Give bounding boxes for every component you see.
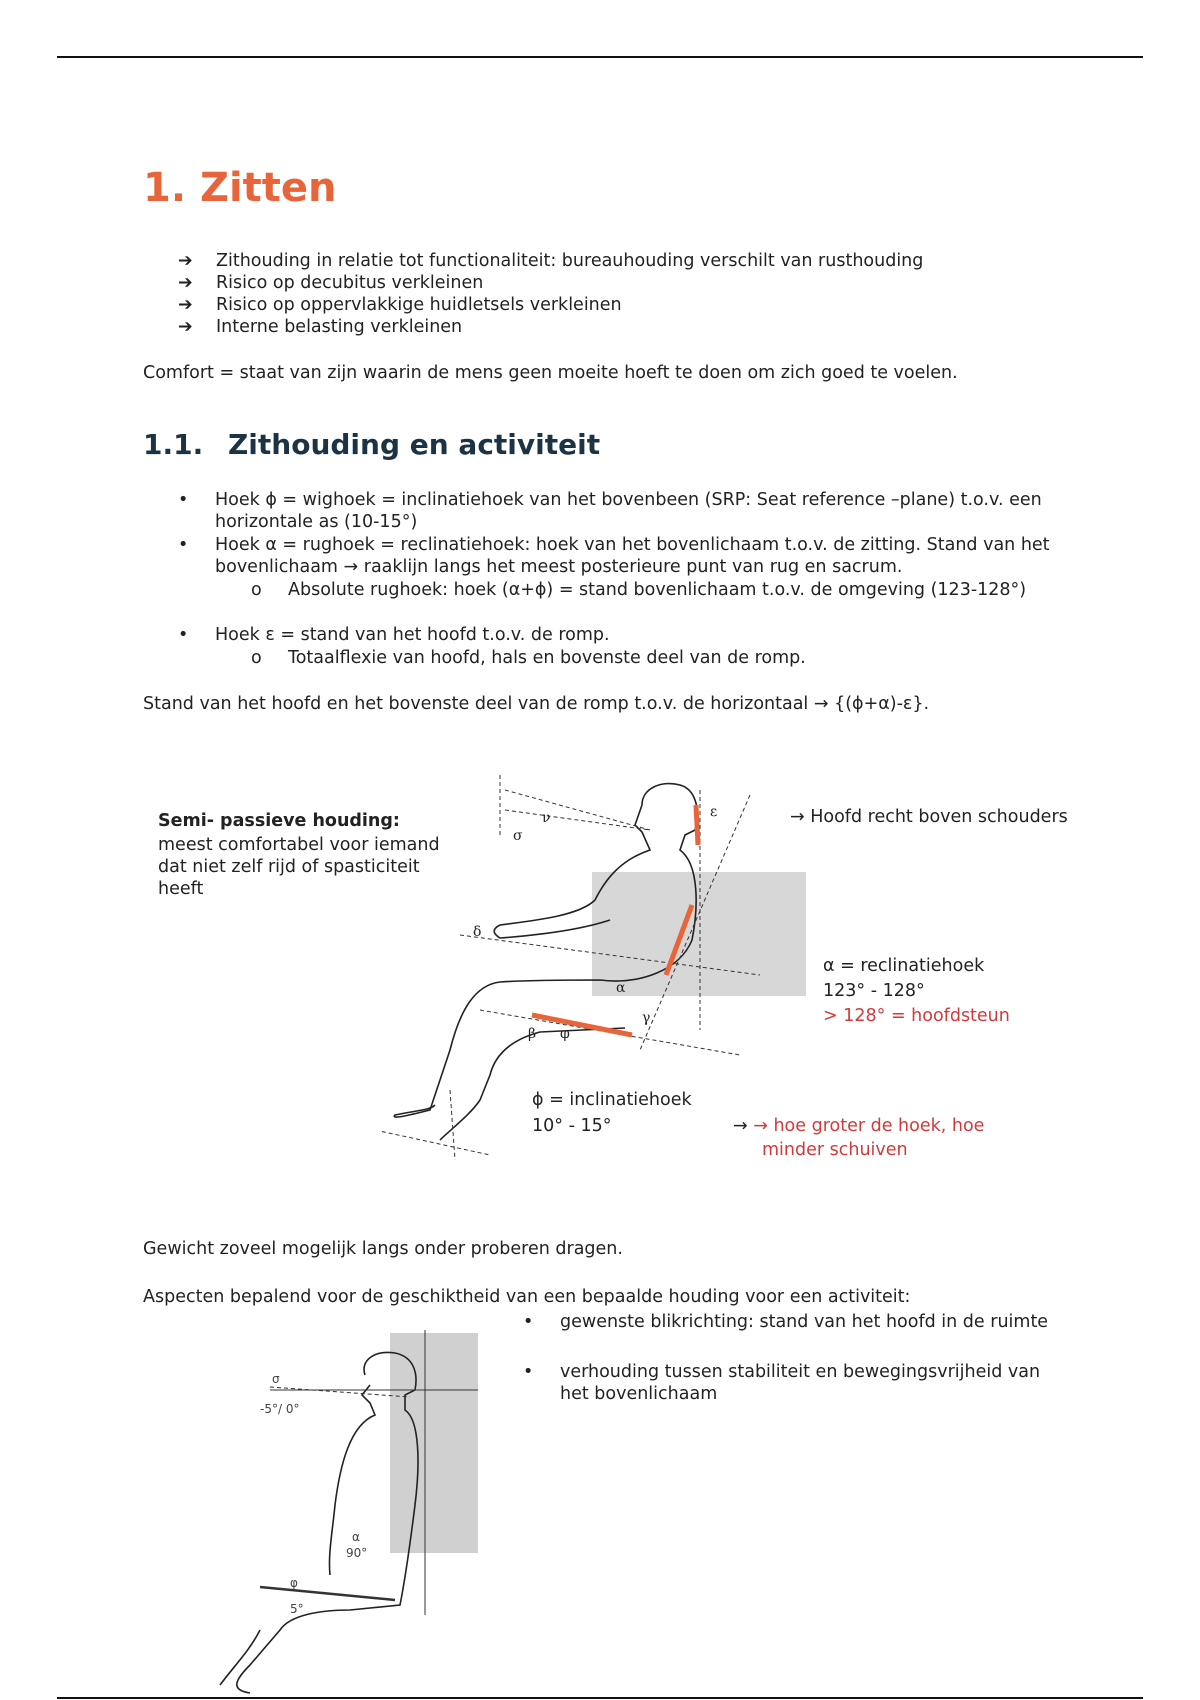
bullet-icon: • bbox=[523, 1362, 534, 1382]
bullet-phi: • Hoek ϕ = wighoek = inclinatiehoek van het bovenbeen (SRP: Seat reference –plane) t.o.v. een horizontale as (10-15°) bbox=[178, 490, 1042, 532]
upright-posture-diagram bbox=[210, 1325, 480, 1697]
sigma-value: -5°/ 0° bbox=[260, 1402, 300, 1416]
beta-label: β bbox=[528, 1026, 537, 1042]
phi-note-line1: → → hoe groter de hoek, hoe bbox=[733, 1116, 985, 1136]
list-item: ➔ Zithouding in relatie tot functionaliteit: bureauhouding verschilt van rusthouding bbox=[178, 251, 924, 271]
sigma-label: σ bbox=[513, 828, 523, 844]
bottom-rule bbox=[57, 1697, 1143, 1699]
bullet-icon: • bbox=[178, 625, 189, 645]
alpha-value: 90° bbox=[346, 1546, 368, 1560]
phi-label: φ bbox=[290, 1576, 298, 1590]
delta-label: δ bbox=[473, 924, 482, 940]
gamma-label: γ bbox=[642, 1010, 651, 1026]
top-rule bbox=[57, 56, 1143, 58]
alpha-definition: α = reclinatiehoek bbox=[823, 956, 985, 976]
bullet-icon: • bbox=[178, 490, 189, 510]
phi-definition: ϕ = inclinatiehoek bbox=[532, 1090, 692, 1110]
stand-formula: Stand van het hoofd en het bovenste deel van de romp t.o.v. de horizontaal → {(ϕ+α)-ε}. bbox=[143, 694, 930, 714]
arrow-icon: ➔ bbox=[178, 317, 193, 337]
arrow-list bbox=[178, 250, 923, 338]
list-item: ➔ Risico op decubitus verkleinen bbox=[178, 273, 484, 293]
subbullet-flexie: o Totaalflexie van hoofd, hals en bovenste deel van de romp. bbox=[251, 648, 806, 668]
bullet-icon: • bbox=[523, 1312, 534, 1332]
weight-text: Gewicht zoveel mogelijk langs onder proberen dragen. bbox=[143, 1239, 623, 1259]
backrest-shading bbox=[592, 872, 806, 996]
figure1-title: Semi- passieve houding: bbox=[158, 811, 400, 831]
bullet-epsilon: • Hoek ε = stand van het hoofd t.o.v. de romp. bbox=[178, 625, 610, 645]
nu-label: ν bbox=[542, 810, 551, 826]
arrow-icon: ➔ bbox=[178, 295, 193, 315]
alpha-label: α bbox=[352, 1530, 360, 1544]
head-note: → Hoofd recht boven schouders bbox=[790, 807, 1068, 827]
phi-value: 5° bbox=[290, 1602, 304, 1616]
aspect-item-stability: • verhouding tussen stabiliteit en bewegingsvrijheid van het bovenlichaam bbox=[523, 1362, 1041, 1404]
list-item: ➔ Risico op oppervlakkige huidletsels verkleinen bbox=[178, 295, 622, 315]
list-item: ➔ Interne belasting verkleinen bbox=[178, 317, 463, 337]
figure1-description: meest comfortabel voor iemand dat niet zelf rijd of spasticiteit heeft bbox=[158, 835, 440, 899]
arrow-icon: ➔ bbox=[178, 251, 193, 271]
backrest-shading bbox=[390, 1333, 478, 1553]
alpha-warning: > 128° = hoofdsteun bbox=[823, 1006, 1010, 1026]
alpha-range: 123° - 128° bbox=[823, 981, 925, 1001]
sigma-label: σ bbox=[272, 1372, 280, 1386]
alpha-label: α bbox=[616, 980, 626, 996]
arrow-icon: ➔ bbox=[178, 273, 193, 293]
phi-range: 10° - 15° bbox=[532, 1116, 612, 1136]
comfort-definition: Comfort = staat van zijn waarin de mens geen moeite hoeft te doen om zich goed te voelen. bbox=[143, 363, 958, 383]
heading-1: 1. Zitten bbox=[143, 165, 337, 211]
phi-note-line2: minder schuiven bbox=[762, 1140, 908, 1160]
aspect-item-gaze: • gewenste blikrichting: stand van het hoofd in de ruimte bbox=[523, 1312, 1049, 1332]
circle-bullet-icon: o bbox=[251, 648, 262, 668]
bullet-icon: • bbox=[178, 535, 189, 555]
epsilon-label: ε bbox=[710, 804, 718, 820]
heading-2: 1.1. Zithouding en activiteit bbox=[143, 428, 601, 461]
bullet-alpha: • Hoek α = rughoek = reclinatiehoek: hoek van het bovenlichaam t.o.v. de zitting. Stand van het bovenlichaam → raaklijn langs het meest posterieure punt van rug en sacrum. bbox=[178, 535, 1050, 577]
aspects-intro: Aspecten bepalend voor de geschiktheid van een bepaalde houding voor een activiteit: bbox=[143, 1287, 911, 1307]
phi-label: φ bbox=[560, 1026, 570, 1042]
human-figure-outline bbox=[220, 1352, 418, 1693]
circle-bullet-icon: o bbox=[251, 580, 262, 600]
subbullet-absolute: o Absolute rughoek: hoek (α+ϕ) = stand bovenlichaam t.o.v. de omgeving (123-128°) bbox=[251, 580, 1027, 600]
